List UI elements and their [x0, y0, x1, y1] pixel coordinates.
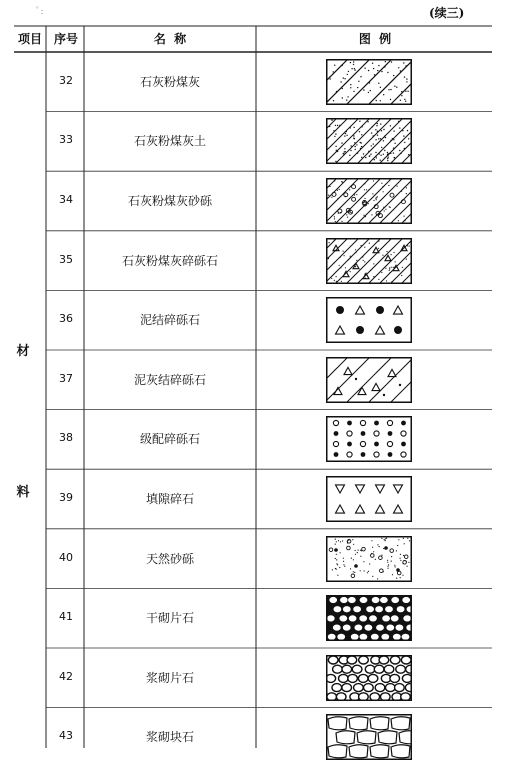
row-seq: 32: [59, 73, 73, 87]
header-item: 项目: [17, 32, 42, 46]
row-name: 石灰粉煤灰砂砾: [127, 194, 212, 208]
lime-fly-ash-crushed-stone-hatch-legend-icon: [326, 238, 412, 284]
clay-bound-crushed-stone-legend-icon: [326, 297, 412, 343]
natural-sand-gravel-legend-icon: [326, 536, 412, 582]
mortar-laid-block-stone-legend-icon: [326, 714, 412, 760]
row-seq: 43: [59, 729, 73, 743]
filled-crushed-stone-legend-icon: [326, 476, 412, 522]
row-seq: 38: [59, 431, 73, 445]
dry-laid-rubble-legend-icon: [326, 595, 412, 641]
row-name: 泥灰结碎砾石: [133, 372, 206, 387]
row-seq: 39: [59, 491, 73, 504]
row-name: 石灰粉煤灰碎砾石: [121, 253, 218, 268]
row-name: 天然砂砾: [145, 551, 194, 566]
graded-crushed-stone-legend-icon: [326, 416, 412, 462]
category-char-2: 料: [16, 485, 30, 500]
row-seq: 35: [59, 252, 73, 266]
row-seq: 37: [59, 371, 73, 385]
row-seq: 42: [59, 669, 73, 683]
row-name: 填隙碎石: [145, 492, 194, 506]
row-name: 浆砌片石: [145, 670, 194, 685]
lime-fly-ash-soil-hatch-legend-icon: [326, 118, 412, 164]
row-name: 浆砌块石: [145, 730, 194, 745]
row-seq: 34: [59, 193, 73, 206]
row-seq: 40: [59, 550, 73, 564]
corner-mark: ﾟ:: [36, 7, 44, 17]
lime-fly-ash-gravel-hatch-legend-icon: [326, 178, 412, 224]
header-name: 名 称: [153, 32, 187, 46]
header-legend: 图 例: [358, 32, 392, 46]
row-name: 石灰粉煤灰: [139, 74, 200, 89]
row-seq: 36: [59, 312, 73, 326]
row-seq: 41: [59, 610, 73, 624]
row-seq: 33: [59, 133, 73, 147]
category-char-1: 材: [16, 344, 30, 359]
continued-label: (续三): [429, 6, 465, 20]
row-name: 泥结碎砾石: [139, 313, 200, 328]
row-name: 级配碎砾石: [139, 432, 200, 447]
row-name: 石灰粉煤灰土: [133, 134, 206, 149]
lime-fly-ash-hatch-legend-icon: [326, 59, 412, 105]
clay-lime-bound-crushed-stone-legend-icon: [326, 357, 412, 403]
row-name: 干砌片石: [145, 611, 194, 626]
mortar-laid-rubble-legend-icon: [326, 655, 412, 701]
header-seq: 序号: [53, 32, 78, 46]
